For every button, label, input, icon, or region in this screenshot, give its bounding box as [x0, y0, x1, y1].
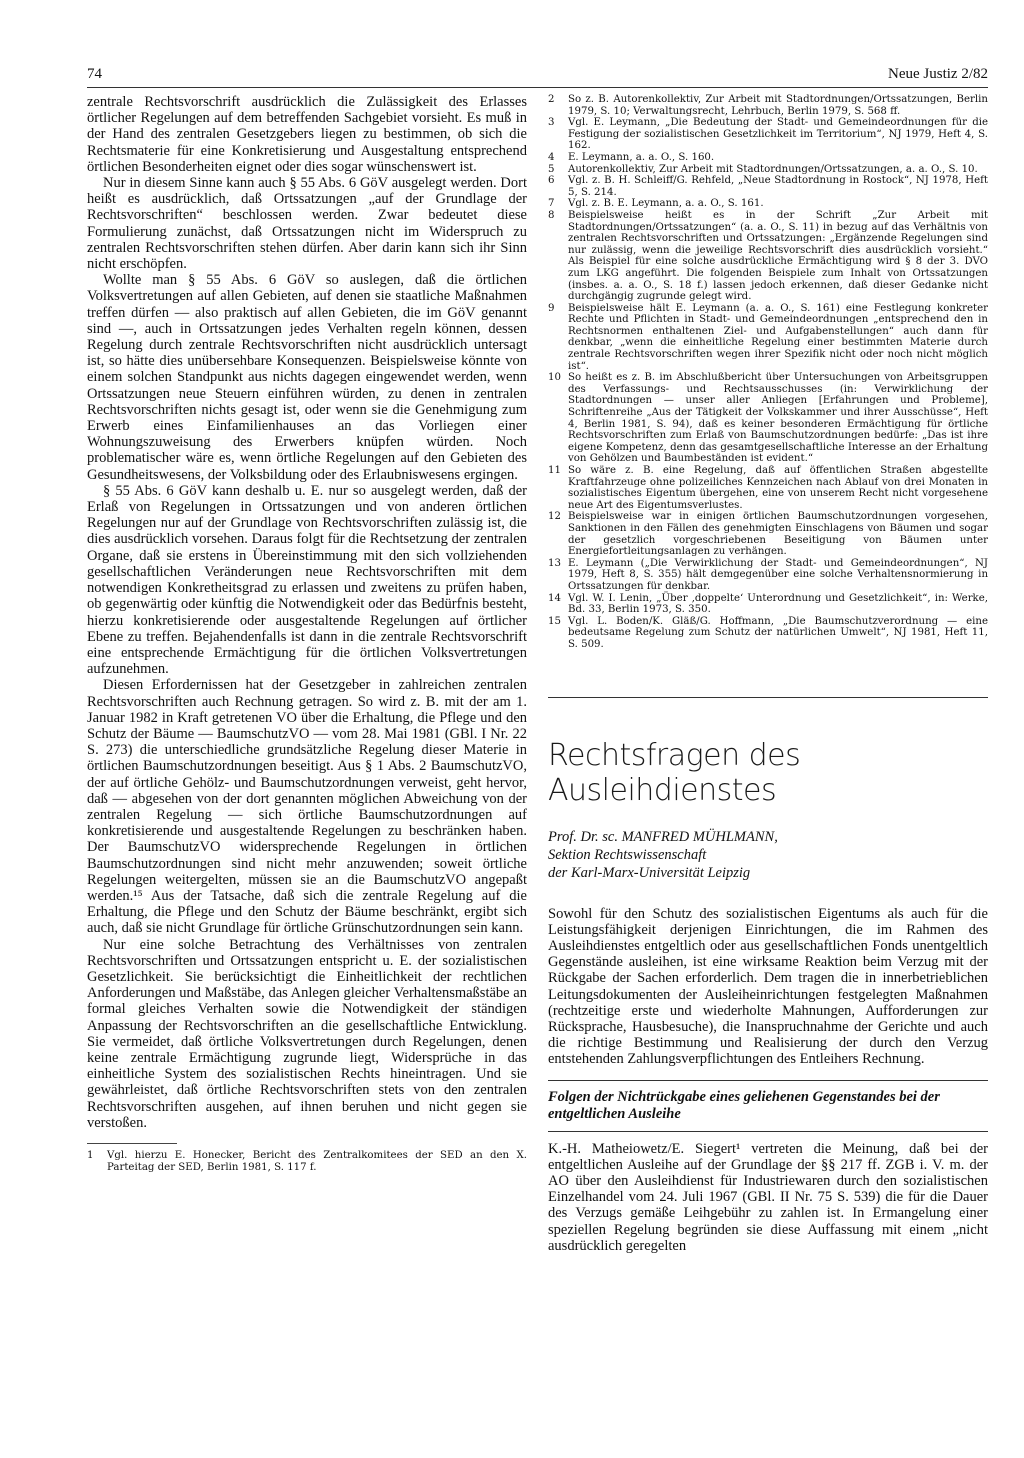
footnote — [548, 164, 988, 176]
author-affiliation: Sektion Rechtswissenschaft — [548, 846, 707, 863]
footnote — [548, 465, 988, 511]
footnote-text: Vgl. z. B. E. Leymann, a. a. O., S. 161. — [568, 198, 764, 210]
footnote-number: 1 — [87, 1150, 94, 1161]
footnote-divider — [87, 1143, 177, 1144]
footnote — [548, 210, 988, 303]
footnote — [548, 593, 988, 616]
footnote-number: 5 — [548, 163, 555, 175]
left-column — [87, 94, 527, 1173]
footnote-number: 11 — [548, 465, 561, 476]
footnote — [548, 511, 988, 557]
journal-title: Neue Justiz 2/82 — [888, 66, 988, 82]
footnote-number: 10 — [548, 372, 561, 384]
footnote — [548, 175, 988, 198]
footnote-number: 7 — [548, 198, 555, 210]
article-intro: Sowohl für den Schutz des sozialistischen Eigentums als auch für die Leistungsfähigkeit derjenigen Einrichtungen, die im Rahmen des Ausleihdienstes entgeltlich oder aus gesellschaftlichen Fonds unentgeltlich Gegenstände ausleihen, ist eine wirksame Reaktion beim Verzug mit der Rückgabe der Sachen erforderlich. Dem tragen die in innerbetrieblichen Leitungsdokumenten der Ausleiheinrichtungen festgelegten Maßnahmen (rechtzeitige erste und wiederholte Mahnungen, Aufforderungen zur Rücksprache, Hausbesuche), die Inanspruchnahme der Gerichte und auch die richtige Bestimmung und Realisierung der durch den Verzug entstehenden Zahlungsverpflichtungen des Entleihers Rechnung. — [548, 905, 988, 1068]
article-subheading: Folgen der Nichtrückgabe eines geliehenen Gegenstandes bei der entgeltlichen Ausleihe — [548, 1088, 940, 1122]
footnote-text: Autorenkollektiv, Zur Arbeit mit Stadtordnungen/Ortssatzungen, a. a. O., S. 10. — [568, 163, 978, 175]
footnote — [87, 1150, 527, 1173]
body-paragraph: zentrale Rechtsvorschrift ausdrücklich die Zulässigkeit des Erlasses örtlicher Regelungen auf dem betreffenden Sachgebiet vorsieht. Es muß in der Hand des zentralen Gesetzgebers liegen zu bestimmen, ob sich die Rechtsmaterie für eine Konkretisierung und Ausgestaltung entsprechend örtlichen Besonderheiten eignet oder dies sogar wünschenswert ist. — [87, 94, 527, 175]
footnote-text: So z. B. Autorenkollektiv, Zur Arbeit mit Stadtordnungen/Ortssatzungen, Berlin 1979, S. 10; Verwaltungsrecht, Lehrbuch, Berlin 1979, S. 568 ff. — [568, 94, 988, 117]
footnote-number: 8 — [548, 209, 555, 221]
footnote-text: Beispielsweise hält E. Leymann (a. a. O., S. 161) eine Festlegung konkreter Rechte und Pflichten in Stadt- und Gemeindeordnungen „entsprechend den in Rechtsnormen enthaltenen Ziel- und Aufgabenstellungen“ auch dann für denkbar, „wenn die einheitliche Regelung einer bestimmten Materie durch zentrale Rechtsvorschriften wegen ihrer Spezifik nicht oder noch nicht möglich ist“. — [568, 302, 988, 372]
article-title: Rechtsfragen des Ausleihdienstes — [548, 737, 801, 808]
footnote — [548, 303, 988, 373]
footnote-number: 2 — [548, 94, 555, 105]
subheading-rule-bottom — [548, 1131, 988, 1132]
footnote-number: 15 — [548, 615, 561, 627]
author-block — [548, 828, 988, 882]
body-paragraph: § 55 Abs. 6 GöV kann deshalb u. E. nur so ausgelegt werden, daß der Erlaß von Regelungen in Ortssatzungen und von anderen örtlichen Regelungen nur auf der Grundlage von Rechtsvorschriften zulässig ist, die dies ausdrücklich vorsehen. Daraus folgt für die Rechtsetzung der zentralen Organe, daß sie erstens in Übereinstimmung mit den sich vollziehenden gesellschaftlichen Veränderungen neue Rechtsvorschriften mit dem notwendigen Konkretheitsgrad zu erlassen und zweitens zu prüfen haben, ob gegenwärtig oder künftig die Notwendigkeit oder das Bedürfnis besteht, hierzu konkretisierende oder ausgestaltende Regelungen auf örtlicher Ebene zu treffen. Bejahendenfalls ist dann in die zentrale Rechtsvorschrift eine entsprechende Ermächtigung für die örtlichen Volksvertretungen aufzunehmen. — [87, 482, 527, 678]
footnote — [548, 558, 988, 593]
footnote — [548, 616, 988, 651]
footnote — [548, 372, 988, 465]
footnote-text: So heißt es z. B. im Abschlußbericht über Untersuchungen von Arbeitsgruppen des Verfassungs- und Rechtsausschusses (in: Verwirklichung der Stadtordnungen — unser aller Anliegen [Erfahrungen und Probleme], Schriftenreihe „Aus der Tätigkeit der Volkskammer und ihrer Ausschüsse“, Heft 4, Berlin 1981, S. 94), daß es keiner besonderen Ermächtigung für örtliche Rechtsvorschriften zum Erlaß von Baumschutzordnungen bedürfe: „Das ist ihre eigene Kompetenz, denn das gesamtgesellschaftliche Interesse an der Erhaltung von Gehölzen und Baumbeständen ist evident.“ — [568, 372, 988, 465]
footnote-number: 6 — [548, 175, 555, 187]
footnote-number: 12 — [548, 511, 561, 523]
footnote-text: Beispielsweise heißt es in der Schrift „Zur Arbeit mit Stadtordnungen/Ortssatzungen“ (a. a. O., S. 11) in bezug auf das Verhältnis von zentralen Rechtsvorschriften und Ortssatzungen: „Ergänzende Regelungen sind nur zulässig, wenn die jeweilige Rechtsvorschrift dies ausdrücklich vorsieht.“ Als Beispiel für eine solche ausdrückliche Ermächtigung wird § 8 der 3. DVO zum LKG angeführt. Die folgenden Beispiele zum Inhalt von Ortssatzungen (insbes. a. a. O., S. 18 f.) lassen jedoch erkennen, daß dieser Gedanke nicht durchgängig zugrunde gelegt wird. — [568, 209, 988, 303]
footnote-list — [548, 94, 988, 651]
subheading-rule-top — [548, 1080, 988, 1081]
footnote-text: Vgl. L. Boden/K. Gläß/G. Hoffmann, „Die Baumschutzverordnung — eine bedeutsame Regelung zum Schutz der natürlichen Umwelt“, NJ 1981, Heft 11, S. 509. — [568, 615, 988, 650]
header-divider — [87, 87, 988, 88]
footnote-text: E. Leymann, a. a. O., S. 160. — [568, 151, 715, 163]
section-divider — [548, 697, 988, 698]
page-header — [87, 66, 988, 88]
article-body: K.-H. Matheiowetz/E. Siegert¹ vertreten die Meinung, daß bei der entgeltlichen Ausleihe auf der Grundlage der §§ 217 ff. ZGB i. V. m. der AO über den Ausleihdienst für Industriewaren durch den sozialistischen Einzelhandel vom 24. Juli 1967 (GBl. II Nr. 75 S. 539) die für die Dauer des Verzugs gemäße Leihgebühr zu zahlen ist. In Ermangelung einer speziellen Regelung begründen sie diese Auffassung mit einem „nicht ausdrücklich geregelten — [548, 1140, 988, 1254]
footnote-text: Vgl. z. B. H. Schleiff/G. Rehfeld, „Neue Stadtordnung in Rostock“, NJ 1978, Heft 5, S. 214. — [568, 175, 988, 198]
footnote-number: 3 — [548, 117, 555, 129]
footnote — [548, 152, 988, 164]
footnote-number: 14 — [548, 592, 561, 604]
footnote — [548, 94, 988, 117]
footnote-list — [87, 1150, 527, 1173]
right-column — [548, 94, 988, 1254]
author-affiliation: der Karl-Marx-Universität Leipzig — [548, 864, 751, 881]
footnote-number: 4 — [548, 151, 555, 163]
footnote — [548, 117, 988, 152]
footnote-text: So wäre z. B. eine Regelung, daß auf öffentlichen Straßen abgestellte Kraftfahrzeuge ohne polizeiliches Kennzeichen nach Ablauf von drei Monaten in sozialistisches Eigentum übergehen, eine von unserem Recht nicht vorgesehene neue Art des Eigentumsverlustes. — [568, 465, 988, 511]
footnote-text: Beispielsweise war in einigen örtlichen Baumschutzordnungen vorgesehen, Sanktionen in den Fällen des genehmigten Einschlagens von Bäumen und sogar der gesetzlich vorgeschriebenen Beseitigung von Bäumen unter Energiefortleitungsanlagen zu verhängen. — [568, 511, 988, 558]
author-name: Prof. Dr. sc. MANFRED MÜHLMANN, — [548, 828, 778, 845]
body-paragraph: Nur eine solche Betrachtung des Verhältnisses von zentralen Rechtsvorschriften und Ortssatzungen entspricht u. E. der sozialistischen Gesetzlichkeit. Sie berücksichtigt die Einheitlichkeit der rechtlichen Anforderungen und Maßstäbe, das Anlegen gleicher Verhaltensmaßstäbe an formal gleiches Verhalten sowie die Notwendigkeit der ständigen Anpassung der Rechtsvorschriften an die gesellschaftliche Entwicklung. Sie vermeidet, daß örtliche Volksvertretungen durch Regelungen, denen keine zentrale Ermächtigung zugrunde liegt, Widersprüche in das einheitliche System des sozialistischen Rechts hineintragen. Und sie gewährleistet, daß örtliche Rechtsvorschriften stets von den zentralen Rechtsvorschriften ausgehen, auf ihnen beruhen und nicht gegen sie verstoßen. — [87, 936, 527, 1131]
body-paragraph: Wollte man § 55 Abs. 6 GöV so auslegen, daß die örtlichen Volksvertretungen auf allen Gebieten, auf denen sie staatliche Maßnahmen treffen dürfen — also praktisch auf allen Gebieten, die im GöV genannt sind —, auch in Ortssatzungen jedes Verhalten regeln können, dessen Regelung durch zentrale Rechtsvorschriften nicht ausdrücklich untersagt ist, so hätte dies unübersehbare Konsequenzen. Beispielsweise könnte von einem solchen Standpunkt aus nichts dagegen eingewendet werden, wenn Ortssatzungen neue Steuern einführen würden, zu denen in zentralen Rechtsvorschriften nichts gesagt ist, oder wenn sie die Genehmigung zum Erwerb eines Einfamilienhauses an das Vorliegen einer Wohnungszuweisung des Erwerbers knüpfen würden. Noch problematischer wäre es, wenn örtliche Regelungen auf den Gebieten des Gesundheitswesens, der Volksbildung oder des Erlaubniswesens ergingen. — [87, 272, 527, 483]
footnote-number: 13 — [548, 557, 561, 569]
footnote-text: Vgl. hierzu E. Honecker, Bericht des Zentralkomitees der SED an den X. Parteitag der SED, Berlin 1981, S. 117 f. — [107, 1150, 527, 1173]
body-paragraph: Nur in diesem Sinne kann auch § 55 Abs. 6 GöV ausgelegt werden. Dort heißt es ausdrücklich, daß Ortssatzungen „auf der Grundlage der Rechtsvorschriften“ beschlossen werden. Zwar bedeutet diese Formulierung zunächst, daß Ortssatzungen nicht im Widerspruch zu zentralen Rechtsvorschriften stehen dürfen. Aber darin kann sich ihr Sinn nicht erschöpfen. — [87, 175, 527, 273]
footnote-number: 9 — [548, 302, 555, 314]
page-number: 74 — [87, 66, 102, 82]
body-paragraph: Diesen Erfordernissen hat der Gesetzgeber in zahlreichen zentralen Rechtsvorschriften auch Rechnung getragen. So wird z. B. mit der am 1. Januar 1982 in Kraft getretenen VO über die Erhaltung, die Pflege und den Schutz der Bäume — BaumschutzVO — vom 28. Mai 1981 (GBl. I Nr. 22 S. 273) die unterschiedliche grundsätzliche Regelung dieser Materie in örtlichen Baumschutzordnungen beseitigt. Aus § 1 Abs. 2 BaumschutzVO, der auf örtliche Gehölz- und Baumschutzordnungen verweist, geht hervor, daß — abgesehen von der dort genannten möglichen Abweichung von der zentralen Regelung — sich örtliche Baumschutzordnungen auf konkretisierende und ausgestaltende Regelungen zu beschränken haben. Der BaumschutzVO widersprechende Regelungen in örtlichen Baumschutzordnungen sind nicht mehr anzuwenden; soweit örtliche Regelungen weitergelten, müssen sie an die BaumschutzVO angepaßt werden.¹⁵ Aus der Tatsache, daß sich die zentrale Regelung auf die Erhaltung, die Pflege und den Schutz der Bäume beschränkt, ergibt sich auch, daß sie nicht Grundlage für örtliche Grünschutzordnungen sein kann. — [87, 677, 527, 937]
footnote-text: E. Leymann („Die Verwirklichung der Stadt- und Gemeindeordnungen“, NJ 1979, Heft 8, S. 355) hält demgegenüber eine solche Verhaltensnormierung in Ortssatzungen für denkbar. — [568, 557, 988, 592]
footnote — [548, 198, 988, 210]
footnote-text: Vgl. E. Leymann, „Die Bedeutung der Stadt- und Gemeindeordnungen für die Festigung der sozialistischen Gesetzlichkeit im Territorium“, NJ 1979, Heft 4, S. 162. — [568, 117, 988, 152]
footnote-text: Vgl. W. I. Lenin, „Über ‚doppelte‘ Unterordnung und Gesetzlichkeit“, in: Werke, Bd. 33, Berlin 1973, S. 350. — [568, 592, 988, 616]
